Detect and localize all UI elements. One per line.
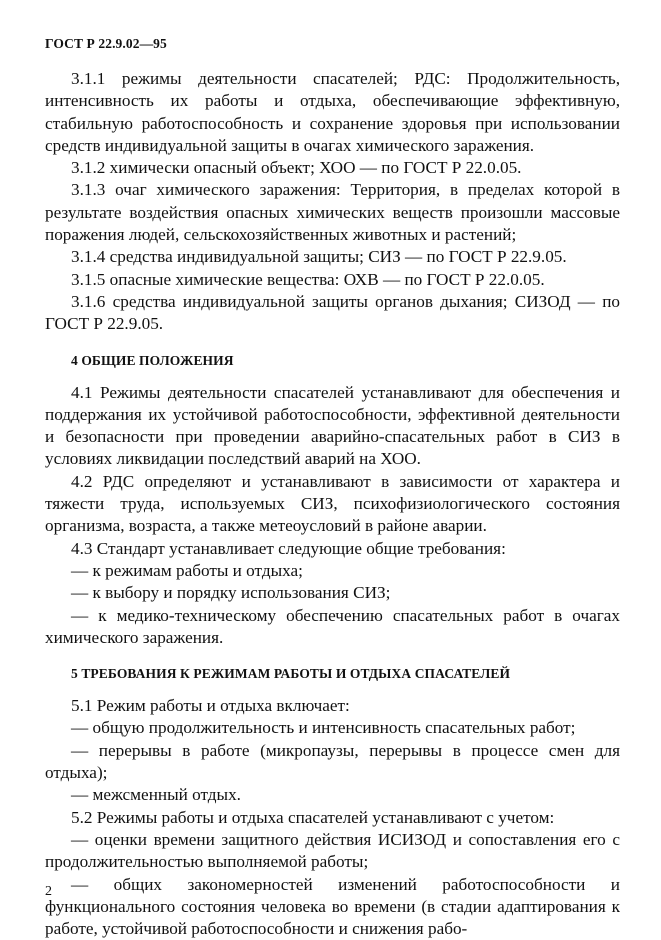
paragraph-4-3: 4.3 Стандарт устанавливает следующие общие требования:: [45, 538, 620, 560]
list-item: — к режимам работы и отдыха;: [45, 560, 620, 582]
paragraph-3-1-2: 3.1.2 химически опасный объект; ХОО — по ГОСТ Р 22.0.05.: [45, 157, 620, 179]
paragraph-3-1-4: 3.1.4 средства индивидуальной защиты; СИЗ — по ГОСТ Р 22.9.05.: [45, 246, 620, 268]
paragraph-3-1-6: 3.1.6 средства индивидуальной защиты органов дыхания; СИЗОД — по ГОСТ Р 22.9.05.: [45, 291, 620, 336]
paragraph-4-2: 4.2 РДС определяют и устанавливают в зависимости от характера и тяжести труда, используемых СИЗ, психофизиологического состояния организма, возраста, а также метеоусловий в районе аварии.: [45, 471, 620, 538]
list-item: — общую продолжительность и интенсивность спасательных работ;: [45, 717, 620, 739]
document-body: [45, 68, 620, 940]
section-5-requirements: [45, 665, 620, 940]
document-code-header: ГОСТ Р 22.9.02—95: [45, 36, 167, 52]
list-item: — перерывы в работе (микропаузы, перерывы в процессе смен для отдыха);: [45, 740, 620, 785]
section-5-heading: 5 ТРЕБОВАНИЯ К РЕЖИМАМ РАБОТЫ И ОТДЫХА СПАСАТЕЛЕЙ: [71, 665, 620, 683]
list-item: — межсменный отдых.: [45, 784, 620, 806]
list-item: — общих закономерностей изменений работоспособности и функционального состояния человека во времени (в стадии адаптирования к работе, устойчивой работоспособности и снижения рабо-: [45, 874, 620, 940]
page-number: 2: [45, 884, 52, 900]
paragraph-5-1: 5.1 Режим работы и отдыха включает:: [45, 695, 620, 717]
paragraph-3-1-5: 3.1.5 опасные химические вещества: ОХВ — по ГОСТ Р 22.0.05.: [45, 269, 620, 291]
paragraph-5-2: 5.2 Режимы работы и отдыха спасателей устанавливают с учетом:: [45, 807, 620, 829]
paragraph-3-1-1: 3.1.1 режимы деятельности спасателей; РДС: Продолжительность, интенсивность их работы и отдыха, обеспечивающие эффективную, стабильную работоспособность и сохранение здоровья при использовании средств индивидуальной защиты в очагах химического заражения.: [45, 68, 620, 157]
section-4-general: [45, 352, 620, 650]
section-4-heading: 4 ОБЩИЕ ПОЛОЖЕНИЯ: [71, 352, 620, 370]
list-item: — оценки времени защитного действия ИСИЗОД и сопоставления его с продолжительностью выполняемой работы;: [45, 829, 620, 874]
paragraph-4-1: 4.1 Режимы деятельности спасателей устанавливают для обеспечения и поддержания их устойчивой работоспособности, эффективной деятельности и безопасности при проведении аварийно-спасательных работ в СИЗ в условиях ликвидации последствий аварий на ХОО.: [45, 382, 620, 471]
paragraph-3-1-3: 3.1.3 очаг химического заражения: Территория, в пределах которой в результате воздействия опасных химических веществ произошли массовые поражения людей, сельскохозяйственных животных и растений;: [45, 179, 620, 246]
section-3-definitions: [45, 68, 620, 336]
list-item: — к выбору и порядку использования СИЗ;: [45, 582, 620, 604]
list-item: — к медико-техническому обеспечению спасательных работ в очагах химического заражения.: [45, 605, 620, 650]
